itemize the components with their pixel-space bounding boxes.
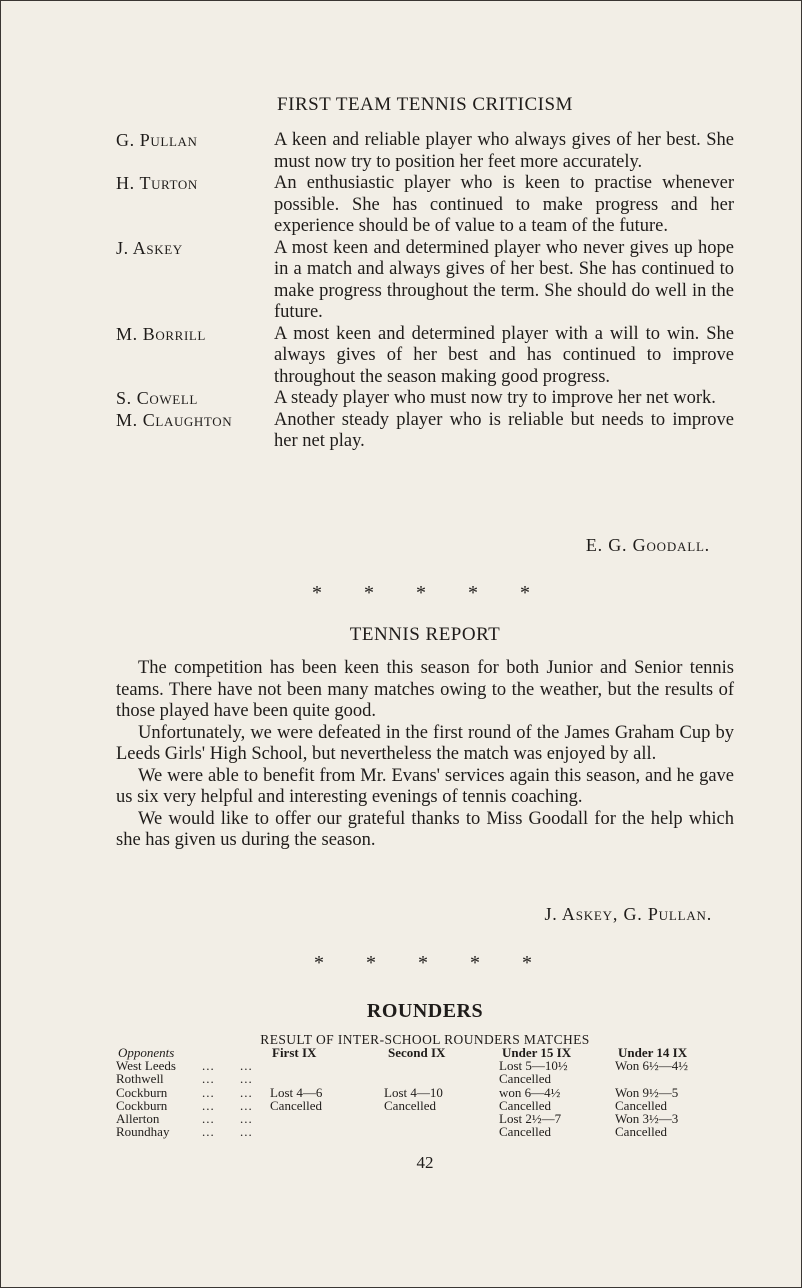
report-paragraph: We would like to offer our grateful thanks to Miss Goodall for the help which she has given us during the season.: [116, 808, 734, 850]
opponent-cell: Cockburn: [116, 1097, 168, 1113]
table-row: [116, 1099, 736, 1112]
opponent-cell: Rothwell: [116, 1071, 164, 1087]
header-first: First IX: [272, 1045, 317, 1060]
player-comment: Another steady player who is reliable but needs to improve her net play.: [274, 409, 734, 451]
star: *: [416, 582, 426, 604]
player-name: M. Claughton: [116, 409, 233, 430]
leader-dots: ...: [240, 1110, 253, 1126]
under14-cell: Won 3½—3: [615, 1110, 679, 1126]
star: *: [522, 952, 532, 974]
report-paragraph: The competition has been keen this season for both Junior and Senior tennis teams. There have not been many matches owing to the weather, but the results of those played have been quite good.: [116, 658, 734, 721]
leader-dots: ...: [240, 1124, 253, 1140]
rounders-table: [116, 1046, 736, 1138]
under14-cell: Cancelled: [615, 1124, 667, 1140]
criticism-entry: [116, 324, 734, 389]
rounders-title: ROUNDERS: [366, 1000, 484, 1022]
report-paragraph: We were able to benefit from Mr. Evans' services again this season, and he gave us six very helpful and interesting evenings of tennis coaching.: [116, 765, 734, 807]
player-name: S. Cowell: [116, 388, 198, 408]
second-cell: Cancelled: [384, 1097, 436, 1113]
under14-cell: Won 9½—5: [615, 1084, 679, 1100]
leader-dots: ...: [202, 1124, 215, 1140]
player-comment: A keen and reliable player who always gives of her best. She must now try to position her feet more accurately.: [274, 130, 734, 172]
header-under15: Under 15 IX: [502, 1045, 572, 1060]
report-title: TENNIS REPORT: [349, 624, 501, 645]
star: *: [418, 952, 428, 974]
criticism-list: [116, 130, 734, 453]
table-row: [116, 1125, 736, 1138]
player-name: G. Pullan: [116, 130, 198, 150]
under14-cell: Won 6½—4½: [615, 1058, 688, 1074]
leader-dots: ...: [240, 1058, 253, 1074]
star: *: [470, 952, 480, 974]
header-second: Second IX: [388, 1045, 446, 1060]
header-under14: Under 14 IX: [618, 1045, 688, 1060]
star-separator: [114, 952, 732, 975]
star: *: [366, 952, 376, 974]
criticism-signature: E. G. Goodall.: [585, 535, 710, 555]
star: *: [364, 582, 374, 604]
leader-dots: ...: [202, 1084, 215, 1100]
report-body: [116, 658, 734, 852]
star-separator: [112, 582, 730, 605]
star: *: [520, 582, 530, 604]
leader-dots: ...: [202, 1058, 215, 1074]
second-cell: Lost 4—10: [384, 1084, 443, 1100]
opponent-cell: Roundhay: [116, 1124, 170, 1140]
report-paragraph: Unfortunately, we were defeated in the first round of the James Graham Cup by Leeds Girls' High School, but nevertheless the match was enjoyed by all.: [116, 722, 734, 764]
player-comment: A most keen and determined player with a will to win. She always gives of her best and has continued to improve throughout the season making good progress.: [274, 323, 734, 387]
table-row: [116, 1086, 736, 1099]
star: *: [468, 582, 478, 604]
opponent-cell: West Leeds: [116, 1058, 176, 1074]
first-cell: Lost 4—6: [270, 1084, 323, 1100]
under15-cell: Cancelled: [499, 1097, 551, 1113]
opponent-cell: Allerton: [116, 1110, 160, 1126]
table-row: [116, 1072, 736, 1085]
player-name: J. Askey: [116, 237, 183, 258]
criticism-entry: [116, 173, 734, 238]
criticism-entry: [116, 130, 734, 173]
header-opponents: Opponents: [118, 1045, 175, 1060]
player-name: H. Turton: [116, 173, 198, 193]
criticism-entry: [116, 238, 734, 324]
star: *: [314, 952, 324, 974]
criticism-entry: [116, 410, 734, 453]
under14-cell: Cancelled: [615, 1097, 667, 1113]
player-comment: A most keen and determined player who never gives up hope in a match and always gives of her best. She has continued to make progress throughout the term. She should do well in the future.: [274, 237, 734, 322]
first-cell: Cancelled: [270, 1097, 322, 1113]
leader-dots: ...: [240, 1084, 253, 1100]
under15-cell: Lost 2½—7: [499, 1110, 562, 1126]
opponent-cell: Cockburn: [116, 1084, 168, 1100]
report-signature: J. Askey, G. Pullan.: [544, 904, 712, 924]
leader-dots: ...: [240, 1097, 253, 1113]
player-name: M. Borrill: [116, 323, 206, 344]
player-comment: An enthusiastic player who is keen to practise whenever possible. She has continued to make progress and her experience should be of value to a team of the future.: [274, 173, 734, 236]
player-comment: A steady player who must now try to improve her net work.: [274, 388, 716, 408]
under15-cell: Cancelled: [499, 1124, 551, 1140]
star: *: [312, 582, 322, 604]
leader-dots: ...: [202, 1071, 215, 1087]
leader-dots: ...: [202, 1097, 215, 1113]
criticism-entry: [116, 388, 734, 410]
rounders-subtitle: RESULT OF INTER-SCHOOL ROUNDERS MATCHES: [260, 1032, 590, 1047]
criticism-title: FIRST TEAM TENNIS CRITICISM: [277, 94, 573, 115]
leader-dots: ...: [240, 1071, 253, 1087]
under15-cell: Lost 5—10½: [499, 1058, 568, 1074]
under15-cell: Cancelled: [499, 1071, 551, 1087]
under15-cell: won 6—4½: [499, 1084, 561, 1100]
page-number: 42: [416, 1153, 434, 1172]
leader-dots: ...: [202, 1110, 215, 1126]
